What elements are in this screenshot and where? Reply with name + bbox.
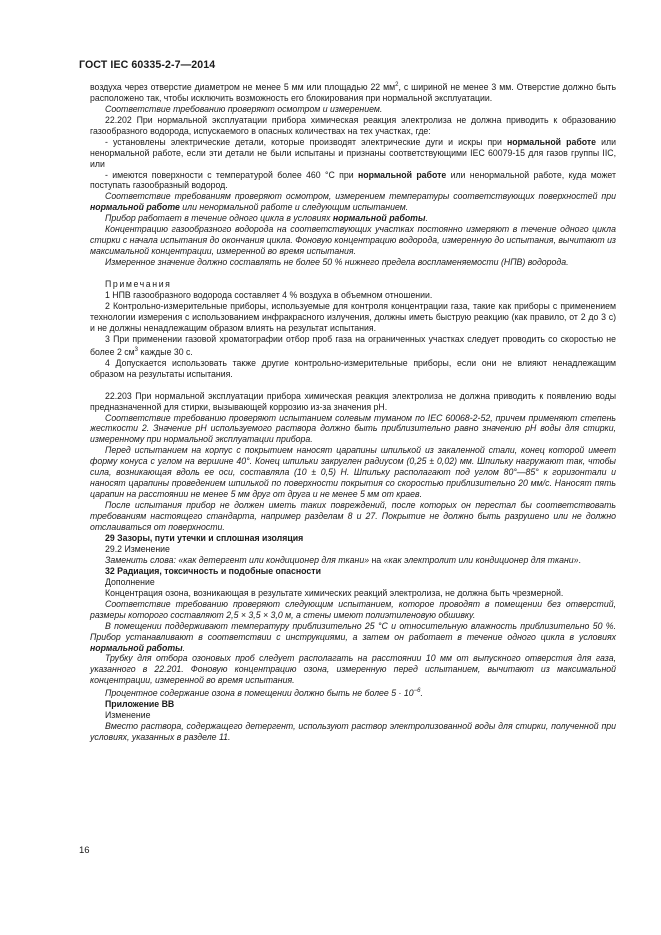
text-run: Прибор работает в течение одного цикла в условиях bbox=[105, 213, 333, 224]
paragraph: Концентрацию газообразного водорода на соответствующих участках постоянно измеряют в течение одного цикла стирки с начала испытания до окончания цикла. Фоновую концентрацию водорода, измеренную до испытания, вычитают из максимальной концентрации, измеренной во время испытания. bbox=[90, 224, 617, 257]
paragraph: 22.202 При нормальной эксплуатации прибора химическая реакция электролиза не должна приводить к образованию газообразного водорода, испускаемого в опасных количествах на тех участках, где: bbox=[90, 114, 616, 136]
paragraph: Вместо раствора, содержащего детергент, используют раствор электролизованной воды для стирки, полученной при условиях, указанных в разделе 11. bbox=[90, 721, 616, 743]
text-run: воздуха через отверстие диаметром не менее 5 мм или площадью 22 мм bbox=[90, 81, 396, 92]
text-run: - установлены электрические детали, которые производят электрические дуги и искры при bbox=[105, 136, 508, 147]
notes-heading: Примечания bbox=[105, 279, 172, 290]
text-run: каждые 30 с. bbox=[138, 346, 193, 357]
paragraph: Концентрация озона, возникающая в результате химических реакций электролиза, не должна быть чрезмерной. bbox=[105, 587, 564, 598]
text-run: Процентное содержание озона в помещении должно быть не более 5 · 10 bbox=[105, 688, 414, 699]
term-bold: нормальной работы bbox=[332, 213, 426, 224]
text-run: . bbox=[420, 688, 423, 699]
page-number: 16 bbox=[79, 845, 90, 856]
paragraph: Трубку для отбора озоновых проб следует располагать на расстоянии 10 мм от выпускного отверстия для газа, указанного в 22.201. Фоновую концентрацию озона, измеренную перед испытанием, вычитают из максимальной концентрации, измеренной во время испытания. bbox=[90, 653, 616, 686]
paragraph bbox=[90, 686, 616, 699]
text-run: или ненормальной работе, куда может поступать газообразный водород. bbox=[90, 169, 617, 191]
text-run: В помещении поддерживают температуру приблизительно 25 °C и относительную влажность приблизительно 50 %. Прибор устанавливают в соответствии с инструкциями, а затем он работает в течение одного цикла в условиях bbox=[90, 620, 616, 642]
text-run: . bbox=[578, 554, 581, 565]
text-run: , с шириной не менее 3 мм. Отверстие должно быть расположено так, чтобы исключить возможность его блокирования при нормальной эксплуатации. bbox=[90, 81, 617, 103]
section-heading: Приложение BB bbox=[105, 699, 175, 710]
paragraph bbox=[90, 80, 616, 104]
text-run: «как электролит или кондиционер для ткани» bbox=[383, 554, 579, 565]
note-item: 1 НПВ газообразного водорода составляет 4 % воздуха в объемном отношении. bbox=[105, 290, 433, 301]
paragraph bbox=[90, 555, 616, 566]
term-bold: нормальной работе bbox=[357, 169, 447, 180]
text-run: Соответствие требованиям проверяют осмотром, измерением температуры соответствующих поверхностей при bbox=[105, 191, 616, 202]
section-heading: 32 Радиация, токсичность и подобные опасности bbox=[105, 565, 321, 576]
term-bold: нормальной работе bbox=[90, 202, 180, 213]
paragraph: После испытания прибор не должен иметь таких повреждений, после которых он перестал бы соответствовать требованиям настоящего стандарта, например разделам 8 и 27. Покрытие не должно быть разрушено или не должно отслаиваться от поверхности. bbox=[90, 500, 616, 533]
note-item: 2 Контрольно-измерительные приборы, используемые для контроля концентрации газа, такие как приборы с применением технологии измерения с использованием инфракрасного излучения, должны иметь быструю реакцию (как правило, от 2 до 3 с) и не должны ненадлежащим образом влиять на результат испытания. bbox=[90, 301, 616, 333]
paragraph: Перед испытанием на корпус с покрытием наносят царапины шпилькой из закаленной стали, конец которой имеет форму конуса с углом на вершине 40°. Конец шпильки закруглен радиусом (0,25 ± 0,02) мм. Шпильку нагружают так, чтобы сила, возникающая вдоль ее оси, составляла (10 ± 0,5) Н. Шпильку располагают под углом 80°—85° к горизонтали и наносят царапины проведением шпилькой по поверхности покрытия со скоростью приблизительно 20 мм/с. Наносят пять царапин на расстоянии не менее 5 мм друг от друга и не менее 5 мм от краев. bbox=[90, 445, 616, 500]
paragraph bbox=[90, 621, 616, 654]
superscript: 2 bbox=[395, 82, 399, 88]
text-run: на bbox=[369, 554, 384, 565]
paragraph: 22.203 При нормальной эксплуатации прибора химическая реакция электролиза не должна приводить к появлению воды предназначенной для стирки, вызывающей коррозию из-за значения pH. bbox=[90, 390, 616, 412]
paragraph: Соответствие требованию проверяют следующим испытанием, которое проводят в помещении без отверстий, размеры которого составляют 2,5 × 3,5 × 3,0 м, а стены имеют полиэтиленовую обшивку. bbox=[90, 598, 616, 620]
text-run: или ненормальной работе, если эти детали не были испытаны и признаны соответствующими IEC 60079-15 для газов группы IIC, или bbox=[90, 136, 616, 169]
paragraph: 29.2 Изменение bbox=[105, 543, 170, 554]
paragraph bbox=[90, 213, 616, 224]
text-run: . bbox=[182, 642, 186, 653]
paragraph: Соответствие требованию проверяют осмотром и измерением. bbox=[105, 103, 383, 114]
text-run: Заменить слова: «как детергент или кондиционер для ткани» bbox=[105, 554, 370, 565]
paragraph bbox=[90, 191, 616, 213]
paragraph: Изменение bbox=[105, 710, 151, 721]
list-item bbox=[90, 137, 616, 170]
paragraph: Дополнение bbox=[105, 576, 155, 587]
paragraph: Соответствие требованию проверяют испытанием солевым туманом по IEC 60068-2-52, причем применяют степень жесткости 2. Значение pH используемого раствора должно быть приблизительно равно значению pH воды для стирки, измеренному при нормальной эксплуатации прибора. bbox=[90, 412, 616, 445]
superscript: 3 bbox=[134, 346, 138, 353]
term-bold: нормальной работе bbox=[507, 136, 597, 147]
document-body bbox=[90, 80, 616, 743]
note-item: 4 Допускается использовать также другие контрольно-измерительные приборы, если они не влияют ненадлежащим образом на результаты испытания. bbox=[90, 357, 616, 379]
text-run: или ненормальной работе и следующим испытанием. bbox=[179, 202, 409, 213]
text-run: . bbox=[425, 213, 428, 224]
list-item bbox=[90, 170, 616, 192]
text-run: 3 При применении газовой хроматографии отбор проб газа на ограниченных участках следует проводить со скоростью не более 2 см bbox=[90, 333, 616, 357]
section-heading: 29 Зазоры, пути утечки и сплошная изоляция bbox=[105, 532, 304, 543]
page-header-title: ГОСТ IEC 60335-2-7—2014 bbox=[79, 59, 216, 71]
text-run: - имеются поверхности с температурой более 460 °C при bbox=[105, 169, 358, 180]
paragraph: Измеренное значение должно составлять не более 50 % нижнего предела воспламеняемости (НПВ) водорода. bbox=[105, 257, 569, 268]
superscript: −6 bbox=[413, 688, 421, 695]
term-bold: нормальной работы bbox=[90, 642, 183, 653]
note-item bbox=[90, 334, 616, 358]
